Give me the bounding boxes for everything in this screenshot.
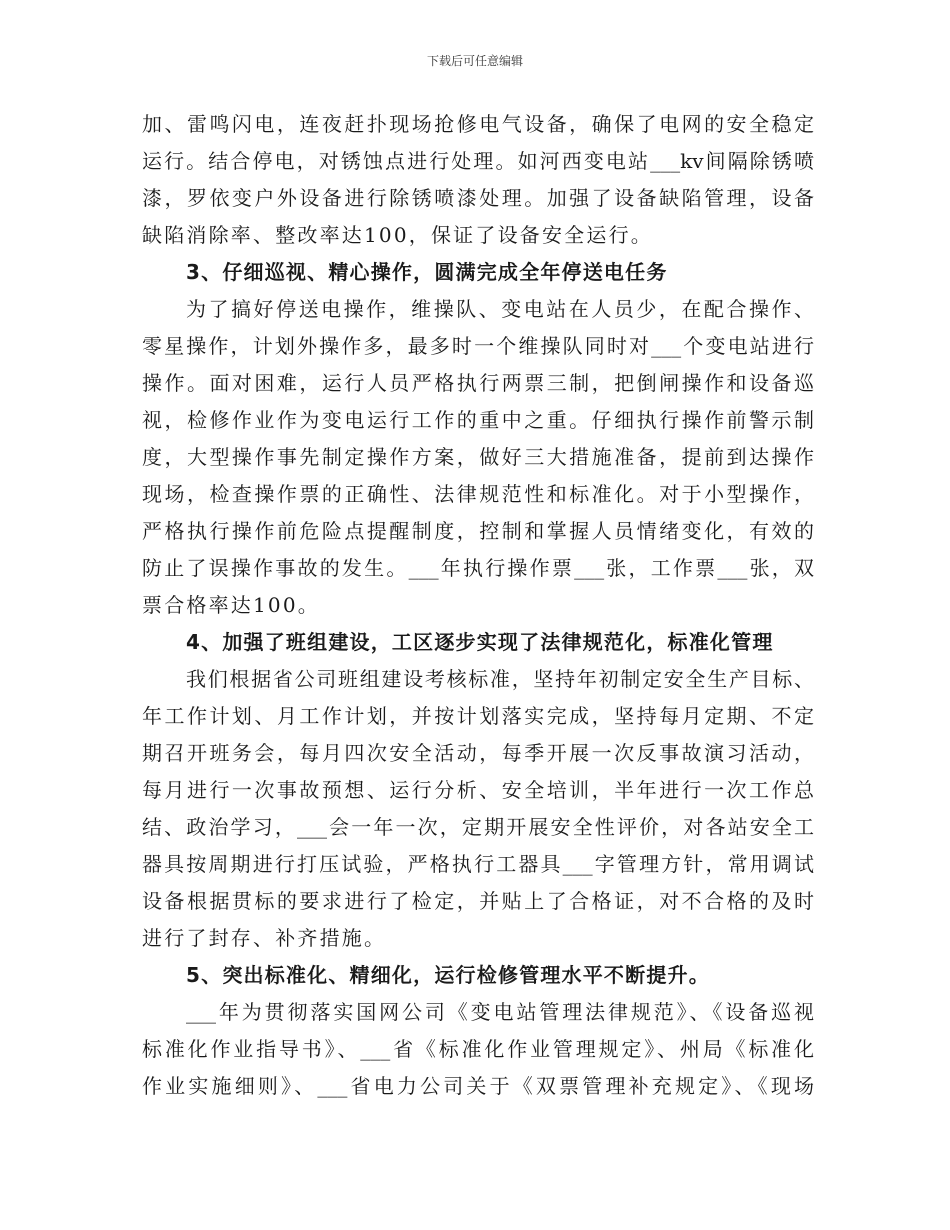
section-heading-3: 3、仔细巡视、精心操作，圆满完成全年停送电任务: [186, 260, 668, 284]
document-body: [142, 106, 814, 1105]
paragraph-line: 设备根据贯标的要求进行了检定，并贴上了合格证，对不合格的及时: [142, 889, 814, 913]
paragraph-line: 操作。面对困难，运行人员严格执行两票三制，把倒闸操作和设备巡: [142, 371, 814, 395]
paragraph-line: 加、雷鸣闪电，连夜赶扑现场抢修电气设备，确保了电网的安全稳定: [142, 112, 814, 136]
paragraph-line: 标准化作业指导书》、___省《标准化作业管理规定》、州局《标准化: [142, 1037, 814, 1061]
paragraph-line: 结、政治学习，___会一年一次，定期开展安全性评价，对各站安全工: [142, 815, 814, 839]
paragraph-line: 现场，检查操作票的正确性、法律规范性和标准化。对于小型操作，: [142, 482, 814, 506]
paragraph-line: 视，检修作业作为变电运行工作的重中之重。仔细执行操作前警示制: [142, 408, 814, 432]
page-header: 下载后可任意编辑: [426, 54, 523, 68]
paragraph-line: 年工作计划、月工作计划，并按计划落实完成，坚持每月定期、不定: [142, 704, 814, 728]
paragraph-line: 作业实施细则》、___省电力公司关于《双票管理补充规定》、《现场: [142, 1074, 814, 1098]
paragraph-line: 每月进行一次事故预想、运行分析、安全培训，半年进行一次工作总: [142, 778, 814, 802]
paragraph-line: 为了搞好停送电操作，维操队、变电站在人员少，在配合操作、: [186, 297, 814, 321]
paragraph-line: 漆，罗依变户外设备进行除锈喷漆处理。加强了设备缺陷管理，设备: [142, 186, 814, 210]
paragraph-line: 票合格率达100。: [142, 593, 320, 617]
paragraph-line: 运行。结合停电，对锈蚀点进行处理。如河西变电站___kv间隔除锈喷: [142, 149, 814, 173]
section-heading-5: 5、突出标准化、精细化，运行检修管理水平不断提升。: [186, 963, 710, 987]
paragraph-line: 缺陷消除率、整改率达100，保证了设备安全运行。: [142, 223, 653, 247]
paragraph-line: 器具按周期进行打压试验，严格执行工器具___字管理方针，常用调试: [142, 852, 814, 876]
paragraph-line: ___年为贯彻落实国网公司《变电站管理法律规范》、《设备巡视: [186, 1000, 814, 1024]
paragraph-line: 我们根据省公司班组建设考核标准，坚持年初制定安全生产目标、: [186, 667, 814, 691]
paragraph-line: 严格执行操作前危险点提醒制度，控制和掌握人员情绪变化，有效的: [142, 519, 814, 543]
paragraph-line: 零星操作，计划外操作多，最多时一个维操队同时对___个变电站进行: [142, 334, 814, 358]
paragraph-line: 进行了封存、补齐措施。: [142, 926, 387, 950]
paragraph-line: 度，大型操作事先制定操作方案，做好三大措施准备，提前到达操作: [142, 445, 814, 469]
paragraph-line: 防止了误操作事故的发生。___年执行操作票___张，工作票___张，双: [142, 556, 814, 580]
section-heading-4: 4、加强了班组建设，工区逐步实现了法律规范化，标准化管理: [186, 630, 774, 654]
paragraph-line: 期召开班务会，每月四次安全活动，每季开展一次反事故演习活动，: [142, 741, 814, 765]
